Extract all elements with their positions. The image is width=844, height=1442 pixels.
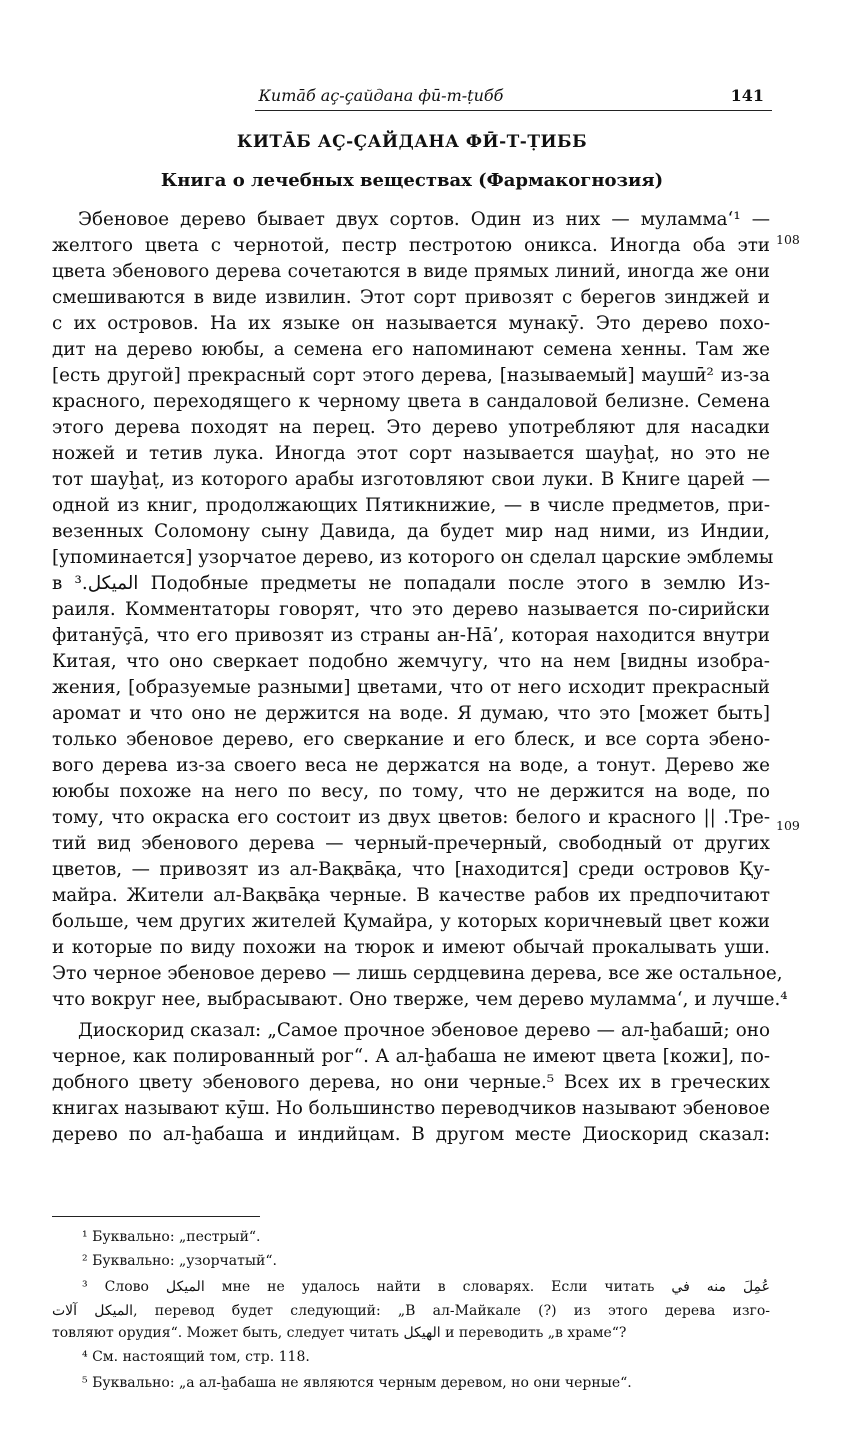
text-line: Диоскорид сказал: „Самое прочное эбеновое дерево — ал-ḫабашӣ; оно	[78, 1020, 770, 1041]
text-line: жения, [образуемые разными] цветами, что от него исходит прекрасный	[52, 677, 770, 698]
text-line: вого дерева из-за своего веса не держатся на воде, а тонут. Дерево же	[52, 755, 770, 776]
running-head	[52, 86, 770, 108]
running-head-title: Китāб аç-çайдана фӣ-т-ṭибб	[258, 86, 504, 105]
chapter-title: КИТĀБ АÇ-ÇАЙДАНА ФӢ-Т-ṬИББ	[236, 132, 588, 152]
margin-number: 108	[776, 232, 800, 247]
text-line: Эбеновое дерево бывает двух сортов. Один из них — муламма‘¹ —	[78, 209, 770, 230]
footnote-line: ⁵ Буквально: „а ал-ḫабаша не являются черным деревом, но они черные“.	[82, 1375, 632, 1391]
chapter-subtitle: Книга о лечебных веществах (Фармакогнозия)	[160, 170, 664, 191]
text-line: [упоминается] узорчатое дерево, из которого он сделал царские эмблемы	[52, 547, 774, 568]
text-line: тий вид эбенового дерева — черный-пречерный, свободный от других	[52, 833, 770, 854]
text-line: ножей и тетив лука. Иногда этот сорт называется шауḫаṭ, но это не	[52, 443, 770, 464]
text-line: цвета эбенового дерева сочетаются в виде прямых линий, иногда же они	[52, 261, 770, 282]
text-line: фитанӯçā, что его привозят из страны ан-Нā’, которая находится внутри	[52, 625, 770, 646]
text-line: дит на дерево ююбы, а семена его напоминают семена хенны. Там же	[52, 339, 770, 360]
text-line: этого дерева походят на перец. Это дерево употребляют для насадки	[52, 417, 770, 438]
text-line: одной из книг, продолжающих Пятикнижие, — в числе предметов, при-	[52, 495, 770, 516]
text-line: Китая, что оно сверкает подобно жемчугу, что на нем [видны изобра-	[52, 651, 770, 672]
footnote-line: ³ Слово المیکل мне не удалось найти в словарях. Если читать عُمِلَ منه في	[82, 1279, 770, 1295]
text-line: тому, что окраска его состоит из двух цветов: белого и красного || .Тре-	[52, 807, 770, 828]
footnote-rule	[52, 1216, 260, 1217]
text-line: добного цвету эбенового дерева, но они черные.⁵ Всех их в греческих	[52, 1072, 770, 1093]
text-line: с их островов. На их языке он называется мунакӯ. Это дерево похо-	[52, 313, 770, 334]
text-line: раиля. Комментаторы говорят, что это дерево называется по-сирийски	[52, 599, 770, 620]
text-line: больше, чем других жителей Қумайра, у которых коричневый цвет кожи	[52, 911, 770, 932]
footnote-line: المیکل آلات, перевод будет следующий: „В ал-Майкале (?) из этого дерева изго-	[52, 1303, 771, 1319]
margin-number: 109	[776, 818, 800, 833]
text-line: черное, как полированный рог“. А ал-ḫабаша не имеют цвета [кожи], по-	[52, 1046, 770, 1067]
footnote-line: ² Буквально: „узорчатый“.	[82, 1253, 277, 1269]
text-line: книгах называют кӯш. Но большинство переводчиков называют эбеновое	[52, 1098, 770, 1119]
text-line: аромат и что оно не держится на воде. Я думаю, что это [может быть]	[52, 703, 770, 724]
text-line: в المیکل.³ Подобные предметы не попадали после этого в землю Из-	[52, 573, 770, 594]
text-line: [есть другой] прекрасный сорт этого дерева, [называемый] маушӣ² из-за	[52, 365, 770, 386]
text-line: только эбеновое дерево, его сверкание и его блеск, и все сорта эбено-	[52, 729, 770, 750]
text-line: тот шауḫаṭ, из которого арабы изготовляют свои луки. В Книге царей —	[52, 469, 770, 490]
text-line: смешиваются в виде извилин. Этот сорт привозят с берегов зинджей и	[52, 287, 770, 308]
text-line: Это черное эбеновое дерево — лишь сердцевина дерева, все же остальное,	[52, 963, 783, 984]
text-line: что вокруг нее, выбрасывают. Оно тверже, чем дерево муламма‘, и лучше.⁴	[52, 989, 788, 1010]
text-line: и которые по виду похожи на тюрок и имеют обычай прокалывать уши.	[52, 937, 770, 958]
text-line: цветов, — привозят из ал-Вақвāқа, что [находится] среди островов Қу-	[52, 859, 770, 880]
text-line: везенных Соломону сыну Давида, да будет мир над ними, из Индии,	[52, 521, 770, 542]
footnote-line: ⁴ См. настоящий том, стр. 118.	[82, 1349, 310, 1365]
text-line: майра. Жители ал-Вақвāқа черные. В качестве рабов их предпочитают	[52, 885, 770, 906]
page-number: 141	[730, 86, 764, 105]
footnote-line: товляют орудия“. Может быть, следует читать الهيكل и переводить „в храме“?	[52, 1325, 627, 1341]
footnote-line: ¹ Буквально: „пестрый“.	[82, 1229, 261, 1245]
header-rule	[255, 110, 772, 111]
text-line: ююбы похоже на него по весу, по тому, что не держится на воде, по	[52, 781, 770, 802]
text-line: дерево по ал-ḫабаша и индийцам. В другом месте Диоскорид сказал:	[52, 1124, 770, 1145]
text-line: красного, переходящего к черному цвета в сандаловой белизне. Семена	[52, 391, 770, 412]
text-line: желтого цвета с чернотой, пестр пестротою оникса. Иногда оба эти	[52, 235, 770, 256]
